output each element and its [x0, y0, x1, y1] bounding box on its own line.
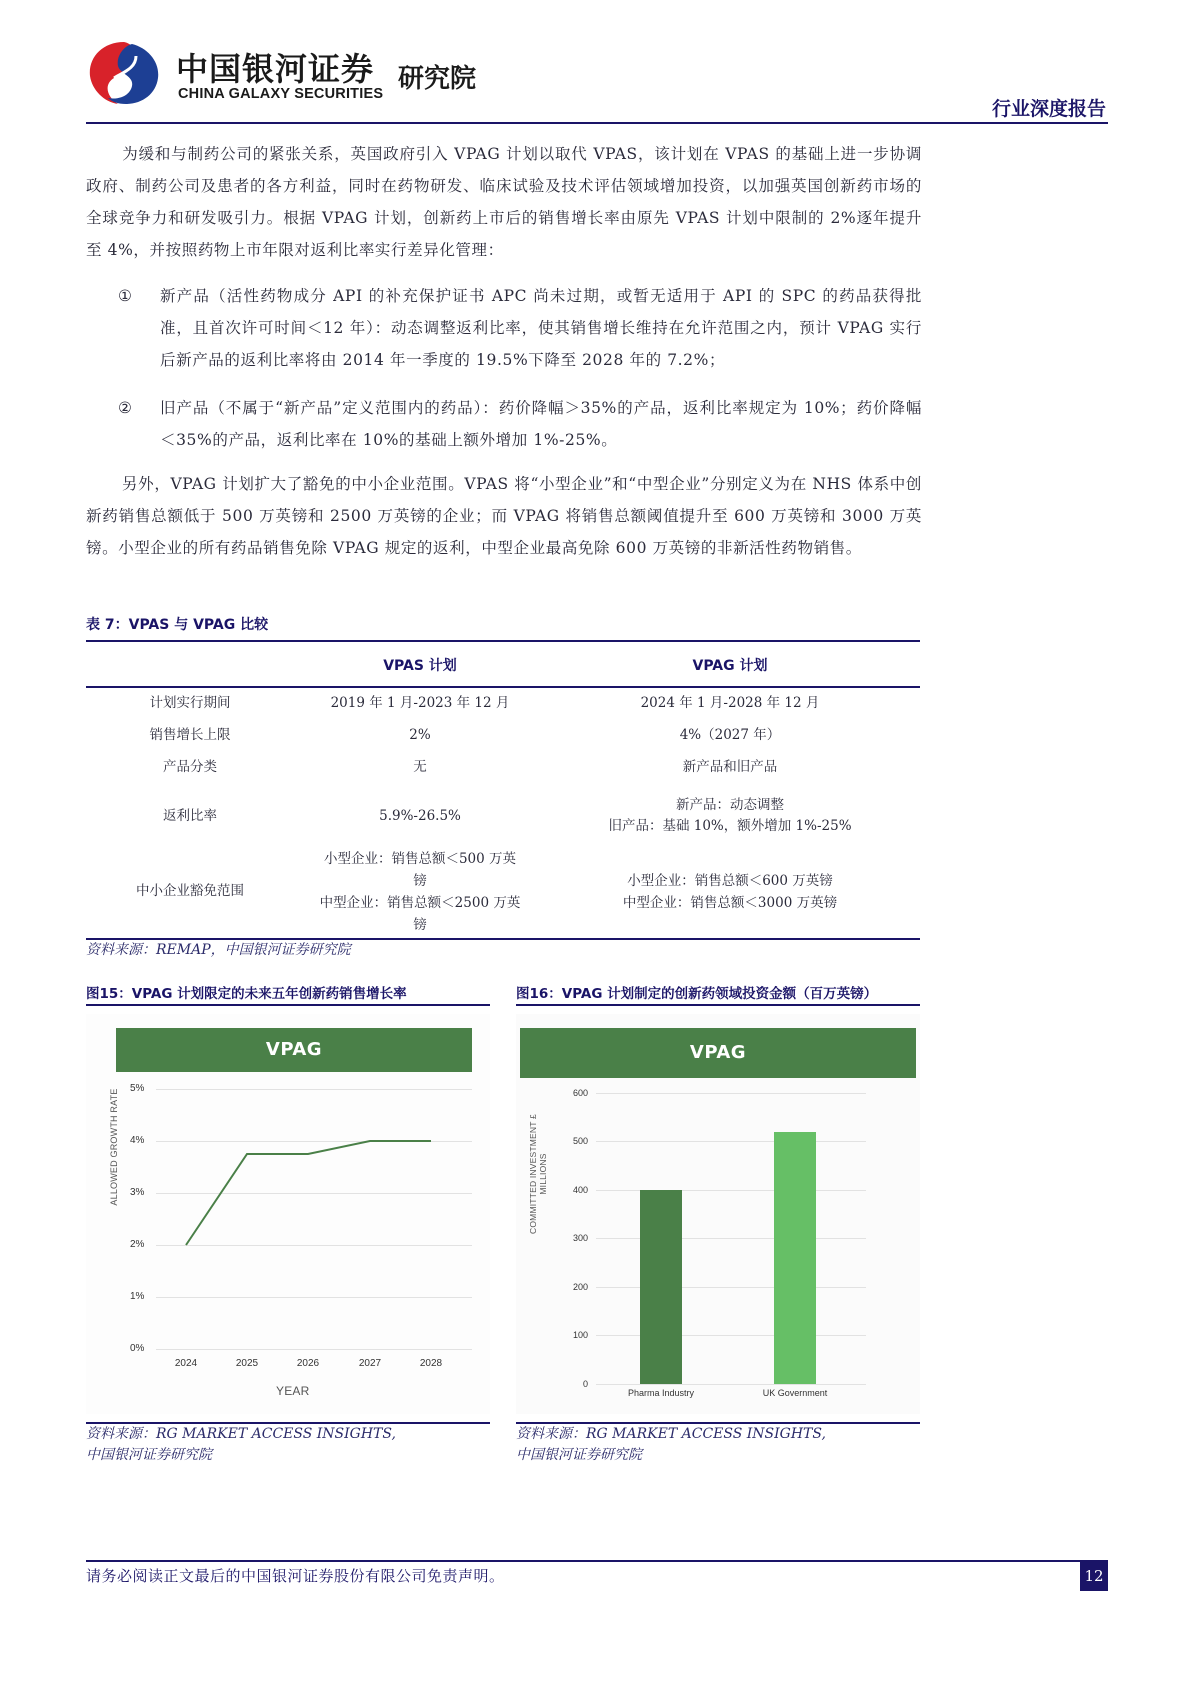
- report-type-label: 行业深度报告: [991, 98, 1106, 120]
- x-tick: 2026: [296, 1358, 320, 1369]
- brand-name-cn: 中国银河证券: [176, 50, 375, 88]
- x-tick: 2024: [174, 1358, 198, 1369]
- figure-16-caption-rule: [516, 1004, 920, 1006]
- x-tick: Pharma Industry: [627, 1388, 695, 1398]
- y-tick: 500: [572, 1136, 588, 1146]
- x-tick: 2025: [235, 1358, 259, 1369]
- paragraph-sme: [86, 468, 922, 564]
- table-cell-vpag: 新产品：动态调整: [676, 797, 784, 813]
- figure-15-source-line1: 资料来源：RG MARKET ACCESS INSIGHTS,: [86, 1426, 396, 1442]
- gridline: [596, 1141, 866, 1142]
- figure-15-source-line2: 中国银河证券研究院: [86, 1447, 212, 1463]
- y-tick: 200: [572, 1282, 588, 1292]
- table-cell-label: 返利比率: [163, 808, 217, 824]
- table-cell-vpag: 4%（2027 年）: [679, 727, 781, 743]
- paragraph-intro-text: 为缓和与制药公司的紧张关系，英国政府引入 VPAG 计划以取代 VPAS，该计划在 VPAS 的基础上进一步协调政府、制药公司及患者的各方利益，同时在药物研发、临床试验及技术评估领域增加投资，以加强英国创新药市场的全球竞争力和研发吸引力。根据 VPAG 计划，创新药上市后的销售增长率由原先 VPAS 计划中限制的 2%逐年提升至 4%，并按照药物上市年限对返利比率实行差异化管理：: [86, 145, 922, 259]
- figure-16-source-line2: 中国银河证券研究院: [516, 1447, 642, 1463]
- page-number: 12: [1080, 1561, 1108, 1591]
- table-cell-vpas: 镑: [413, 873, 427, 889]
- figure-16-caption: 图16：VPAG 计划制定的创新药领域投资金额（百万英镑）: [516, 986, 878, 1002]
- y-tick: 300: [572, 1233, 588, 1243]
- table-cell-vpag: 新产品和旧产品: [682, 759, 778, 775]
- y-tick: 2%: [130, 1239, 145, 1250]
- figure-15-caption: 图15：VPAG 计划限定的未来五年创新药销售增长率: [86, 986, 407, 1002]
- table-cell-vpas: 小型企业：销售总额＜500 万英: [323, 851, 517, 867]
- table-cell-label: 销售增长上限: [149, 727, 231, 743]
- table-source: 资料来源：REMAP，中国银河证券研究院: [86, 942, 351, 958]
- footer-divider: [86, 1560, 1108, 1562]
- gridline: [596, 1287, 866, 1288]
- y-tick: 0%: [130, 1343, 145, 1354]
- y-tick: 0: [582, 1379, 588, 1389]
- table-cell-vpas: 2019 年 1 月-2023 年 12 月: [330, 695, 510, 711]
- list-number: ①: [118, 287, 133, 305]
- table-cell-vpag: 2024 年 1 月-2028 年 12 月: [640, 695, 820, 711]
- y-tick: 1%: [130, 1291, 145, 1302]
- x-tick: 2028: [419, 1358, 443, 1369]
- paragraph-intro: [86, 138, 922, 266]
- table-cell-label: 中小企业豁免范围: [136, 883, 244, 899]
- y-tick: 600: [572, 1088, 588, 1098]
- list-number: ②: [118, 399, 133, 417]
- figure-16-source-line1: 资料来源：RG MARKET ACCESS INSIGHTS,: [516, 1426, 826, 1442]
- y-axis-title: ALLOWED GROWTH RATE: [109, 1088, 119, 1206]
- table-cell-vpas: 5.9%-26.5%: [379, 808, 461, 824]
- paragraph-sme-text: 另外，VPAG 计划扩大了豁免的中小企业范围。VPAS 将“小型企业”和“中型企业”分别定义为在 NHS 体系中创新药销售总额低于 500 万英镑和 2500 万英镑的企业；而 VPAG 将销售总额阈值提升至 600 万英镑和 3000 万英镑。小型企业的所有药品销售免除 VPAG 规定的返利，中型企业最高免除 600 万英镑的非新活性药物销售。: [86, 475, 922, 557]
- institute-label: 研究院: [398, 64, 477, 94]
- gridline: [596, 1093, 866, 1094]
- table-cell-vpag: 中型企业：销售总额＜3000 万英镑: [622, 895, 838, 911]
- figure-16-chart: [516, 1014, 920, 1414]
- table-cell-label: 产品分类: [163, 759, 217, 775]
- table-cell-vpag: 旧产品：基础 10%，额外增加 1%-25%: [608, 818, 852, 834]
- bar-uk-government: [774, 1132, 816, 1384]
- table-top-rule: [86, 640, 920, 642]
- list-item-text: 旧产品（不属于“新产品”定义范围内的药品）：药价降幅＞35%的产品，返利比率规定为 10%；药价降幅＜35%的产品，返利比率在 10%的基础上额外增加 1%-25%。: [160, 399, 922, 449]
- table-cell-vpas: 中型企业：销售总额＜2500 万英: [319, 895, 521, 911]
- y-tick: 400: [572, 1185, 588, 1195]
- y-tick: 100: [572, 1330, 588, 1340]
- gridline: [596, 1384, 866, 1385]
- y-tick: 5%: [130, 1083, 145, 1094]
- bar-pharma-industry: [640, 1190, 682, 1384]
- table-header-rule: [86, 686, 920, 688]
- table-caption: 表 7：VPAS 与 VPAG 比较: [86, 617, 269, 633]
- galaxy-logo-icon: [84, 38, 164, 108]
- table-cell-vpag: 小型企业：销售总额＜600 万英镑: [627, 873, 833, 889]
- table-cell-vpas: 无: [413, 759, 427, 775]
- y-axis-title: COMMITTED INVESTMENT £ MILLIONS: [528, 1114, 548, 1234]
- table-cell-vpas: 2%: [409, 727, 431, 743]
- footer-disclaimer: 请务必阅读正文最后的中国银河证券股份有限公司免责声明。: [86, 1567, 505, 1585]
- gridline: [596, 1190, 866, 1191]
- list-item-old-product: [118, 392, 922, 456]
- list-item-new-product: [118, 280, 922, 376]
- header-divider: [86, 122, 1108, 124]
- gridline: [596, 1335, 866, 1336]
- figure-15-caption-rule: [86, 1004, 490, 1006]
- brand-name-en: CHINA GALAXY SECURITIES: [178, 86, 384, 102]
- table-header-vpas: VPAS 计划: [383, 658, 457, 674]
- list-item-text: 新产品（活性药物成分 API 的补充保护证书 APC 尚未过期，或暂无适用于 API 的 SPC 的药品获得批准，且首次许可时间＜12 年）：动态调整返利比率，使其销售增长维持在允许范围之内，预计 VPAG 实行后新产品的返利比率将由 2014 年一季度的 19.5%下降至 2028 年的 7.2%；: [160, 287, 922, 369]
- line-series: [86, 1014, 490, 1414]
- table-cell-label: 计划实行期间: [149, 695, 231, 711]
- x-tick: 2027: [358, 1358, 382, 1369]
- figure-15-chart: [86, 1014, 490, 1414]
- chart-banner: VPAG: [116, 1028, 472, 1072]
- y-tick: 3%: [130, 1187, 145, 1198]
- table-cell-vpas: 镑: [413, 917, 427, 933]
- chart-banner: VPAG: [520, 1028, 916, 1078]
- gridline: [596, 1238, 866, 1239]
- table-header-vpag: VPAG 计划: [692, 658, 768, 674]
- y-tick: 4%: [130, 1135, 145, 1146]
- x-tick: UK Government: [762, 1388, 828, 1398]
- x-axis-title: YEAR: [276, 1384, 310, 1398]
